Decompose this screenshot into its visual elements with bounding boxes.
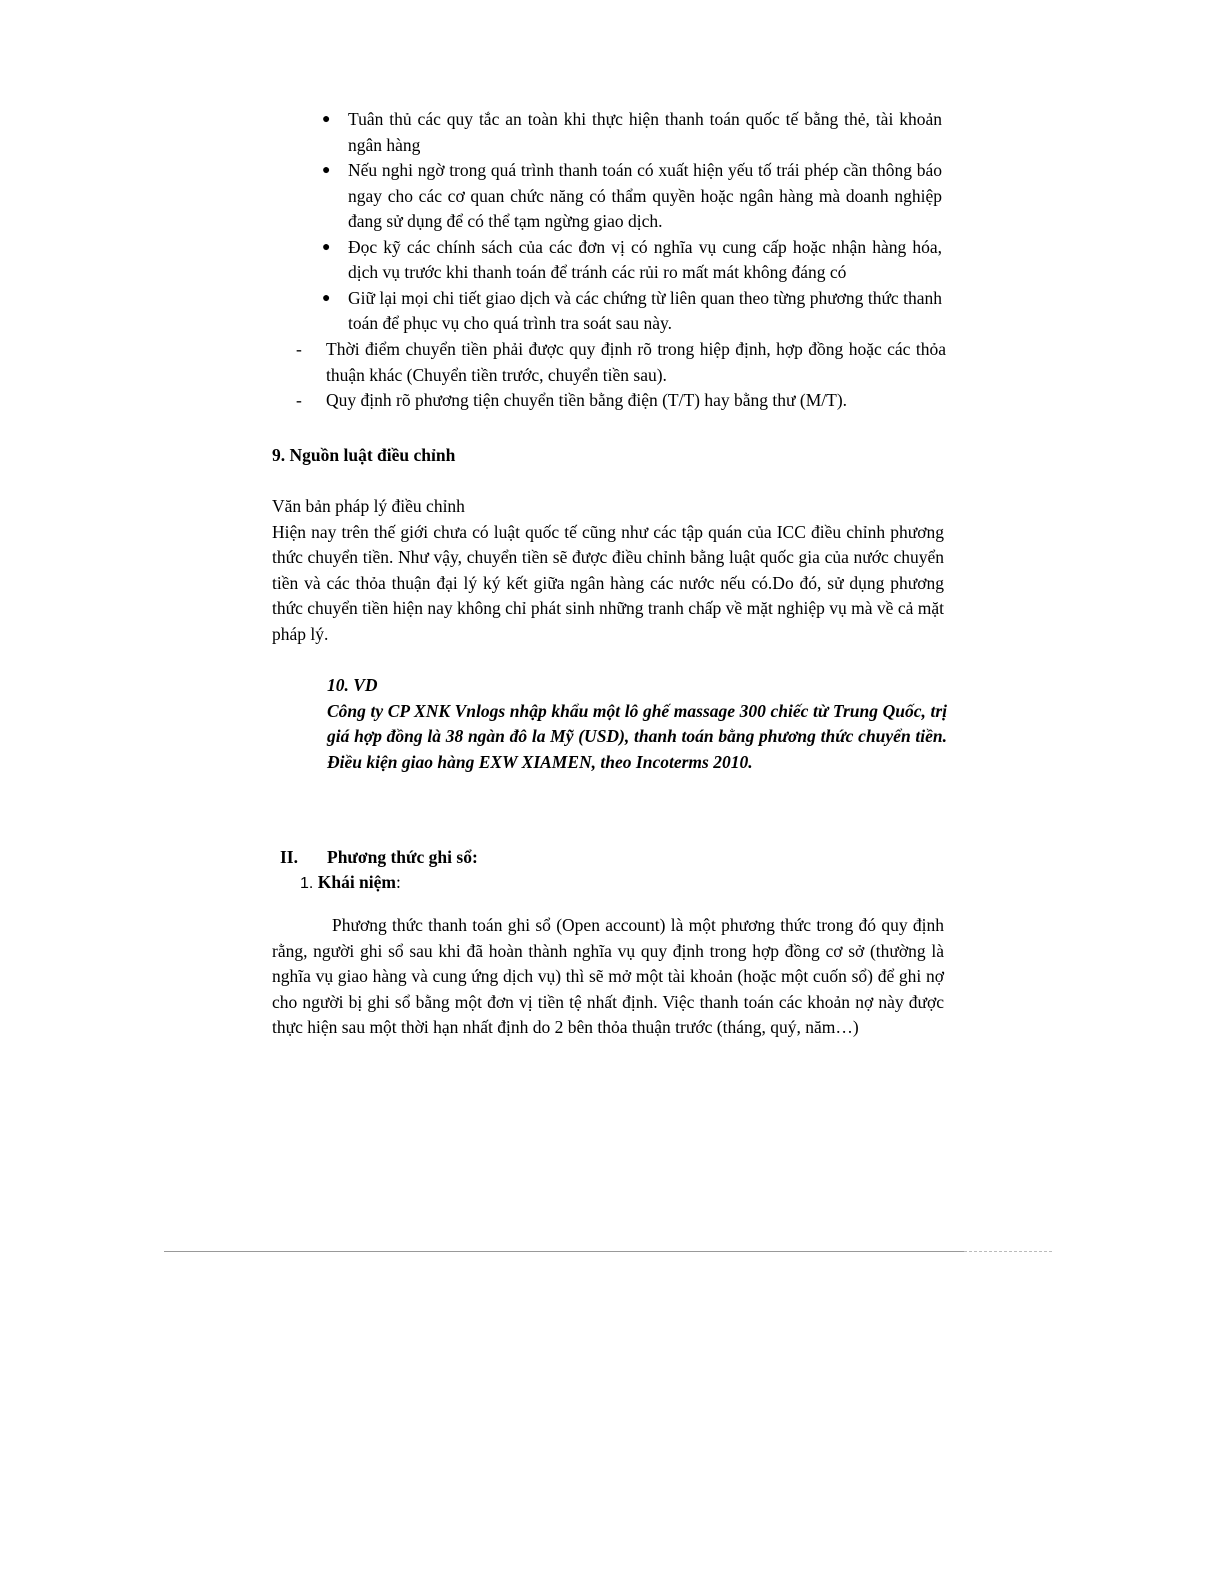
transfer-dash-list (296, 337, 946, 414)
section-10-body: Công ty CP XNK Vnlogs nhập khẩu một lô ghế massage 300 chiếc từ Trung Quốc, trị giá hợp đồng là 38 ngàn đô la Mỹ (USD), thanh toán bằng phương thức chuyển tiền. Điều kiện giao hàng EXW XIAMEN, theo Incoterms 2010. (327, 700, 947, 772)
bullet-dot-icon: ● (322, 239, 331, 255)
subsection-1-colon: : (396, 872, 401, 892)
page-bottom-divider-tail (964, 1251, 1052, 1252)
subsection-1-heading (300, 870, 401, 897)
dash-text: Thời điểm chuyển tiền phải được quy định rõ trong hiệp định, hợp đồng hoặc các thỏa thuận khác (Chuyển tiền trước, chuyển tiền sau). (326, 339, 946, 385)
bullet-text: Tuân thủ các quy tắc an toàn khi thực hiện thanh toán quốc tế bằng thẻ, tài khoản ngân hàng (348, 109, 942, 155)
section-10-heading: 10. VD (327, 675, 378, 695)
bullet-item (322, 235, 942, 286)
section-9-body: Hiện nay trên thế giới chưa có luật quốc tế cũng như các tập quán của ICC điều chỉnh phương thức chuyển tiền. Như vậy, chuyển tiền sẽ được điều chỉnh bằng luật quốc gia của nước chuyển tiền và các thỏa thuận đại lý ký kết giữa ngân hàng các nước nếu có.Do đó, sử dụng phương thức chuyển tiền hiện nay không chỉ phát sinh những tranh chấp về mặt nghiệp vụ mà về cả mặt pháp lý. (272, 521, 944, 644)
section-9-heading: 9. Nguồn luật điều chỉnh (272, 445, 456, 465)
dash-marker: - (296, 390, 302, 410)
section-ii-body-text: Phương thức thanh toán ghi sổ (Open account) là một phương thức trong đó quy định rằng, người ghi sổ sau khi đã hoàn thành nghĩa vụ quy định trong hợp đồng cơ sở (thường là nghĩa vụ giao hàng và cung ứng dịch vụ) thì sẽ mở một tài khoản (hoặc một cuốn sổ) để ghi nợ cho người bị ghi sổ bằng một đơn vị tiền tệ nhất định. Việc thanh toán các khoản nợ này được thực hiện sau một thời hạn nhất định do 2 bên thỏa thuận trước (tháng, quý, năm…) (272, 915, 944, 1037)
bullet-dot-icon: ● (322, 112, 331, 127)
bullet-dot-icon: ● (322, 290, 331, 306)
safety-bullet-list (322, 107, 942, 337)
subsection-1-number: 1. (300, 875, 314, 892)
bullet-text: Giữ lại mọi chi tiết giao dịch và các chứng từ liên quan theo từng phương thức thanh toán để phục vụ cho quá trình tra soát sau này. (348, 287, 942, 333)
dash-item (296, 337, 946, 388)
subsection-1-title: Khái niệm (317, 872, 396, 892)
dash-item (296, 388, 946, 414)
section-ii-title: Phương thức ghi sổ: (327, 847, 478, 867)
bullet-item (322, 158, 942, 235)
section-9-content (272, 494, 944, 647)
page-bottom-divider (164, 1251, 964, 1252)
section-ii-heading (280, 845, 478, 871)
section-10-example (327, 673, 947, 775)
dash-text: Quy định rõ phương tiện chuyển tiền bằng điện (T/T) hay bằng thư (M/T). (326, 390, 848, 410)
bullet-dot-icon: ● (322, 163, 331, 178)
section-ii-body (272, 913, 944, 1041)
bullet-item (322, 107, 942, 158)
section-9-subtitle: Văn bản pháp lý điều chỉnh (272, 496, 465, 516)
bullet-item (322, 286, 942, 337)
bullet-text: Đọc kỹ các chính sách của các đơn vị có nghĩa vụ cung cấp hoặc nhận hàng hóa, dịch vụ trước khi thanh toán để tránh các rủi ro mất mát không đáng có (348, 236, 942, 282)
dash-marker: - (296, 339, 302, 359)
bullet-text: Nếu nghi ngờ trong quá trình thanh toán có xuất hiện yếu tố trái phép cần thông báo ngay cho các cơ quan chức năng có thẩm quyền hoặc ngân hàng mà doanh nghiệp đang sử dụng để có thể tạm ngừng giao dịch. (348, 160, 942, 231)
section-ii-number: II. (280, 847, 298, 867)
